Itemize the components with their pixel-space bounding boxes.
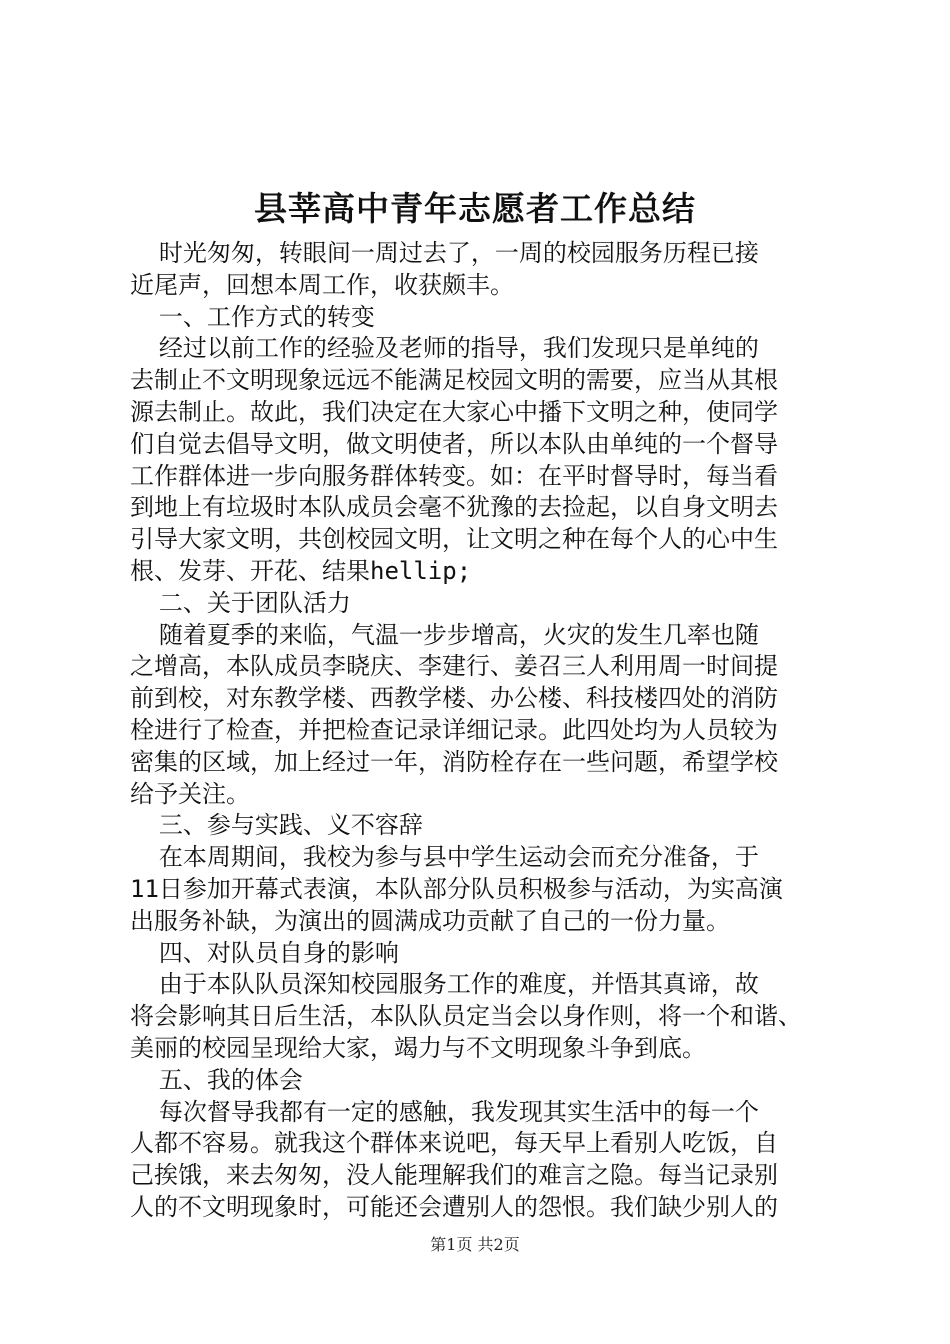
text-line: 去制止不文明现象远远不能满足校园文明的需要，应当从其根 <box>130 366 778 395</box>
text-line: 前到校，对东教学楼、西教学楼、办公楼、科技楼四处的消防 <box>130 684 778 713</box>
text-line: 密集的区域，加上经过一年，消防栓存在一些问题，希望学校 <box>130 747 778 776</box>
text-line: 工作群体进一步向服务群体转变。如：在平时督导时，每当看 <box>130 461 778 490</box>
text-line: 们自觉去倡导文明，做文明使者，所以本队由单纯的一个督导 <box>130 429 778 458</box>
text-line: 由于本队队员深知校园服务工作的难度，并悟其真谛，故 <box>130 970 759 999</box>
text-line: 近尾声，回想本周工作，收获颇丰。 <box>130 270 514 299</box>
text-line: 引导大家文明，共创校园文明，让文明之种在每个人的心中生 <box>130 525 778 554</box>
text-line: 经过以前工作的经验及老师的指导，我们发现只是单纯的 <box>130 334 759 363</box>
text-line: 将会影响其日后生活，本队队员定当会以身作则，将一个和谐、 <box>130 1002 802 1031</box>
text-line: 到地上有垃圾时本队成员会毫不犹豫的去捡起，以自身文明去 <box>130 493 778 522</box>
document-title: 县莘高中青年志愿者工作总结 <box>254 189 696 228</box>
section-heading: 五、我的体会 <box>130 1065 303 1094</box>
text-line: 11日参加开幕式表演，本队部分队员积极参与活动，为实高演 <box>130 874 783 903</box>
section-heading: 三、参与实践、义不容辞 <box>130 811 423 840</box>
text-line: 给予关注。 <box>130 779 250 808</box>
text-line: 栓进行了检查，并把检查记录详细记录。此四处均为人员较为 <box>130 715 778 744</box>
text-line: 时光匆匆，转眼间一周过去了，一周的校园服务历程已接 <box>130 239 759 267</box>
text-line: 源去制止。故此，我们决定在大家心中播下文明之种，使同学 <box>130 397 778 426</box>
text-line: 在本周期间，我校为参与县中学生运动会而充分准备，于 <box>130 843 759 872</box>
text-line: 人都不容易。就我这个群体来说吧，每天早上看别人吃饭，自 <box>130 1129 778 1158</box>
text-line: 之增高，本队成员李晓庆、李建行、姜召三人利用周一时间提 <box>130 652 778 681</box>
text-line: 每次督导我都有一定的感触，我发现其实生活中的每一个 <box>130 1097 759 1126</box>
section-heading: 一、工作方式的转变 <box>130 302 375 331</box>
text-line: 人的不文明现象时，可能还会遭别人的怨恨。我们缺少别人的 <box>130 1192 778 1221</box>
text-line: 出服务补缺，为演出的圆满成功贡献了自己的一份力量。 <box>130 906 730 935</box>
section-heading: 二、关于团队活力 <box>130 588 351 617</box>
document-body <box>130 238 830 1224</box>
text-line: 美丽的校园呈现给大家，竭力与不文明现象斗争到底。 <box>130 1033 706 1062</box>
section-heading: 四、对队员自身的影响 <box>130 938 399 967</box>
text-line: 根、发芽、开花、结果hellip; <box>130 556 472 585</box>
page-number-footer: 第1页 共2页 <box>430 1235 520 1254</box>
text-line: 随着夏季的来临，气温一步步增高，火灾的发生几率也随 <box>130 620 759 649</box>
text-line: 己挨饿，来去匆匆，没人能理解我们的难言之隐。每当记录别 <box>130 1161 778 1190</box>
